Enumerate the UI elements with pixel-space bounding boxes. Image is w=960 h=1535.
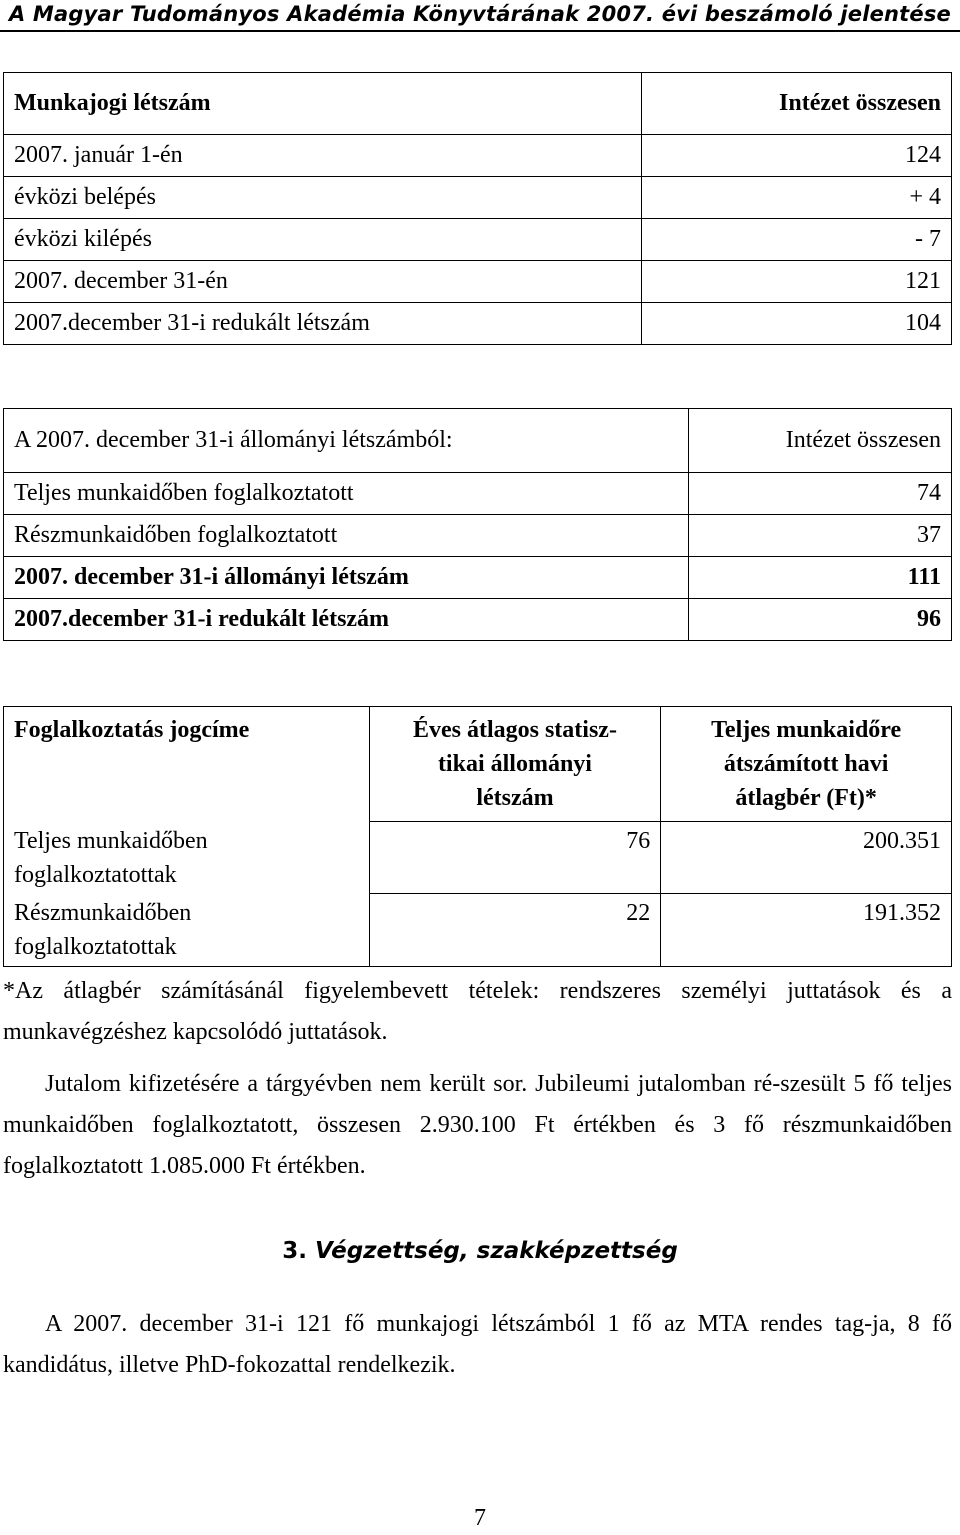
page-number: 7 <box>474 1505 486 1531</box>
row-label: évközi kilépés <box>4 219 642 261</box>
column-header-label: Munkajogi létszám <box>4 73 642 135</box>
table-row <box>4 599 952 641</box>
table-header-row <box>4 707 952 822</box>
column-header-employment-type <box>4 707 370 822</box>
row-label: 2007. január 1-én <box>4 135 642 177</box>
staff-count-table <box>3 72 952 345</box>
header-line: létszám <box>476 785 554 811</box>
table-header-row <box>4 409 952 473</box>
header-line: Teljes munkaidőre <box>711 717 902 743</box>
row-label: Részmunkaidőben foglalkoztatott <box>4 515 689 557</box>
row-label: Teljes munkaidőben foglalkoztatott <box>4 473 689 515</box>
row-label: évközi belépés <box>4 177 642 219</box>
row-headcount: 76 <box>369 822 661 894</box>
column-header-total: Intézet összesen <box>689 409 952 473</box>
table-row <box>4 515 952 557</box>
table-row <box>4 557 952 599</box>
row-value: - 7 <box>642 219 952 261</box>
table-row <box>4 135 952 177</box>
document-header: A Magyar Tudományos Akadémia Könyvtárának 2007. évi beszámoló jelentése <box>0 0 960 32</box>
row-value: 124 <box>642 135 952 177</box>
column-header-salary <box>661 707 952 822</box>
table-row <box>4 261 952 303</box>
row-value: 111 <box>689 557 952 599</box>
header-text: Foglalkoztatás jogcíme <box>14 717 250 743</box>
header-line: átszámított havi <box>723 751 889 777</box>
row-salary: 200.351 <box>661 822 952 894</box>
header-line: átlagbér (Ft)* <box>735 785 877 811</box>
row-label-line: Részmunkaidőben <box>14 899 192 926</box>
reward-paragraph: Jutalom kifizetésére a tárgyévben nem került sor. Jubileumi jutalomban ré-szesült 5 fő teljes munkaidőben foglalkoztatott, összesen 2.930.100 Ft értékben és 3 fő részmunkaidőben foglalkoztatott 1.085.000 Ft értékben. <box>3 1071 952 1179</box>
column-header-total: Intézet összesen <box>642 73 952 135</box>
row-label: 2007.december 31-i redukált létszám <box>4 599 689 641</box>
column-header-label: A 2007. december 31-i állományi létszámból: <box>4 409 689 473</box>
row-value: 74 <box>689 473 952 515</box>
row-value: 104 <box>642 303 952 345</box>
table-row <box>4 473 952 515</box>
salary-table <box>3 706 952 967</box>
header-line: tikai állományi <box>437 751 592 777</box>
row-value: 37 <box>689 515 952 557</box>
row-salary: 191.352 <box>661 894 952 967</box>
column-header-headcount <box>369 707 661 822</box>
row-label-line: foglalkoztatottak <box>14 933 177 960</box>
row-label: 2007. december 31-én <box>4 261 642 303</box>
section-title: Végzettség, szakképzettség <box>314 1238 678 1264</box>
header-line: Éves átlagos statisz- <box>412 717 617 743</box>
row-label-line: foglalkoztatottak <box>14 861 177 888</box>
footnote: *Az átlagbér számításánál figyelembevett tételek: rendszeres személyi juttatások és a munkavégzéshez kapcsolódó juttatások. <box>3 978 952 1045</box>
education-paragraph: A 2007. december 31-i 121 fő munkajogi létszámból 1 fő az MTA rendes tag-ja, 8 fő kandidátus, illetve PhD-fokozattal rendelkezik. <box>3 1311 952 1378</box>
section-number: 3. <box>282 1238 307 1264</box>
row-value: + 4 <box>642 177 952 219</box>
row-label-line: Teljes munkaidőben <box>14 827 208 854</box>
row-label: 2007.december 31-i redukált létszám <box>4 303 642 345</box>
row-label <box>4 894 370 967</box>
table-row <box>4 177 952 219</box>
row-label: 2007. december 31-i állományi létszám <box>4 557 689 599</box>
row-label <box>4 822 370 894</box>
table-header-row <box>4 73 952 135</box>
staff-composition-table <box>3 408 952 641</box>
table-row <box>4 303 952 345</box>
row-value: 96 <box>689 599 952 641</box>
row-headcount: 22 <box>369 894 661 967</box>
section-heading <box>0 1238 960 1264</box>
table-row <box>4 219 952 261</box>
row-value: 121 <box>642 261 952 303</box>
table-row <box>4 822 952 894</box>
table-row <box>4 894 952 967</box>
